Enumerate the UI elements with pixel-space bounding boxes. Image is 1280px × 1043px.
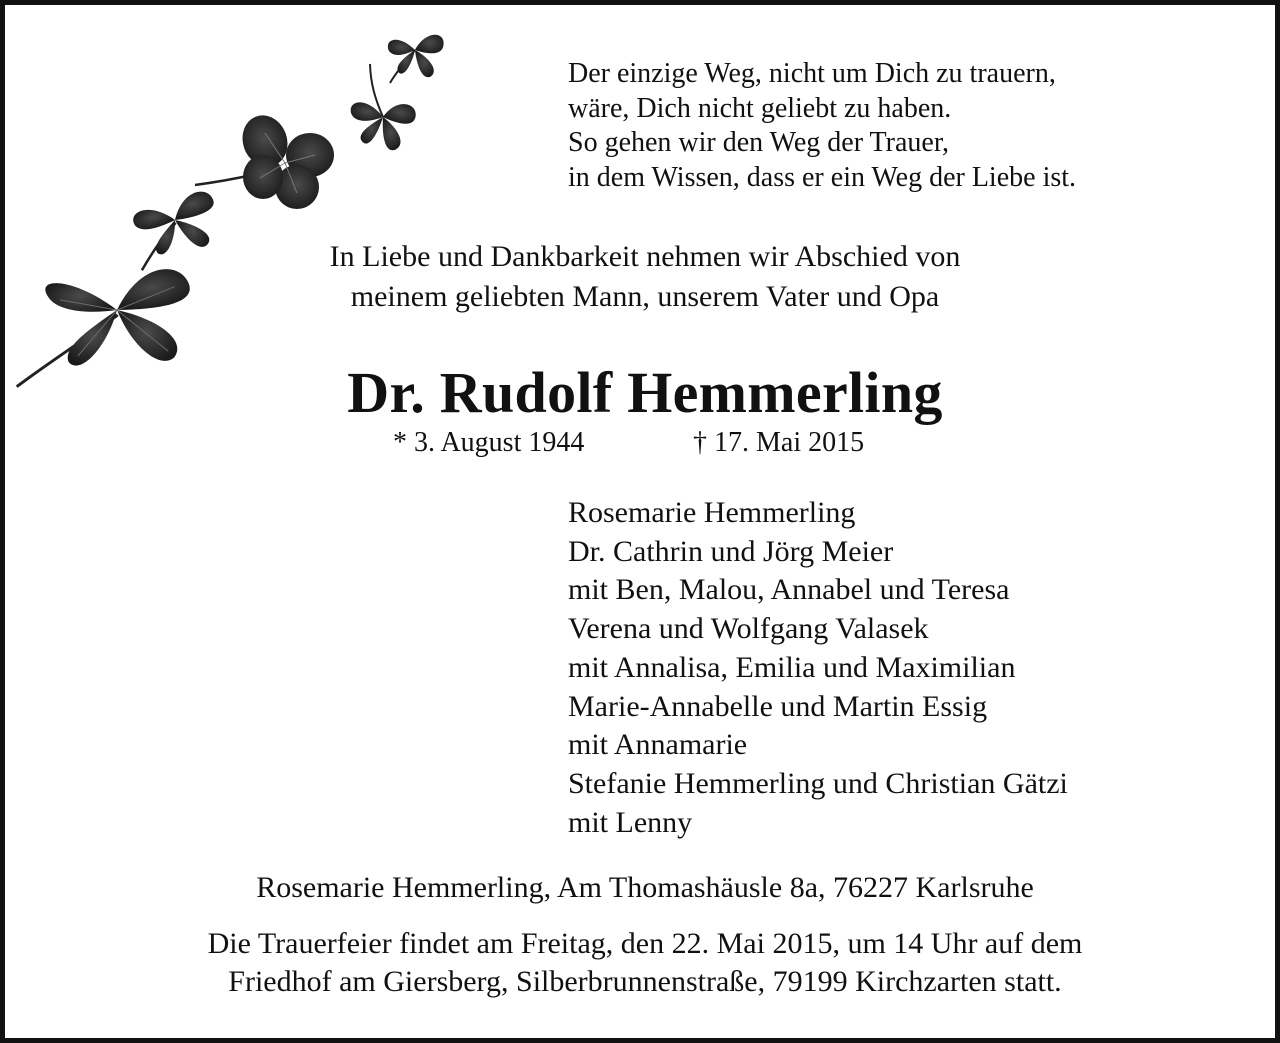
mourner-line: mit Annamarie xyxy=(568,728,748,762)
intro-line: In Liebe und Dankbarkeit nehmen wir Abschied von xyxy=(329,240,961,273)
mourner-line: Dr. Cathrin und Jörg Meier xyxy=(568,534,894,568)
mourner-line: Verena und Wolfgang Valasek xyxy=(568,612,929,646)
birth-date: * 3. August 1944 xyxy=(393,427,585,458)
deceased-name: Dr. Rudolf Hemmerling xyxy=(347,360,943,425)
quote-line: in dem Wissen, dass er ein Weg der Liebe ist. xyxy=(568,161,1077,193)
service-line: Die Trauerfeier findet am Freitag, den 22. Mai 2015, um 14 Uhr auf dem xyxy=(207,927,1083,960)
mourner-line: Stefanie Hemmerling und Christian Gätzi xyxy=(568,766,1068,800)
mourner-line: mit Ben, Malou, Annabel und Teresa xyxy=(568,573,1010,607)
leaf-upper-icon xyxy=(345,62,423,153)
quote-text xyxy=(568,57,1076,195)
leaf-top-icon xyxy=(385,31,445,88)
mourners-list xyxy=(568,494,1068,842)
quote-line: Der einzige Weg, nicht um Dich zu trauern, xyxy=(568,58,1056,89)
mourner-line: Marie-Annabelle und Martin Essig xyxy=(568,689,988,723)
clover-icon xyxy=(195,109,334,209)
quote-line: wäre, Dich nicht geliebt zu haben. xyxy=(568,92,952,124)
service-line: Friedhof am Giersberg, Silberbrunnenstraße, 79199 Kirchzarten statt. xyxy=(228,965,1062,998)
mourner-line: mit Lenny xyxy=(568,805,693,839)
funeral-service-info xyxy=(5,925,1280,1001)
death-date: † 17. Mai 2015 xyxy=(693,427,865,458)
contact-address: Rosemarie Hemmerling, Am Thomashäusle 8a, 76227 Karlsruhe xyxy=(256,871,1034,904)
quote-line: So gehen wir den Weg der Trauer, xyxy=(568,127,950,159)
intro-line: meinem geliebten Mann, unserem Vater und Opa xyxy=(350,280,940,313)
mourner-line: mit Annalisa, Emilia und Maximilian xyxy=(568,650,1016,684)
falling-clover-leaves-icon xyxy=(5,5,475,395)
intro-text xyxy=(5,237,1280,317)
mourner-line: Rosemarie Hemmerling xyxy=(568,496,856,529)
